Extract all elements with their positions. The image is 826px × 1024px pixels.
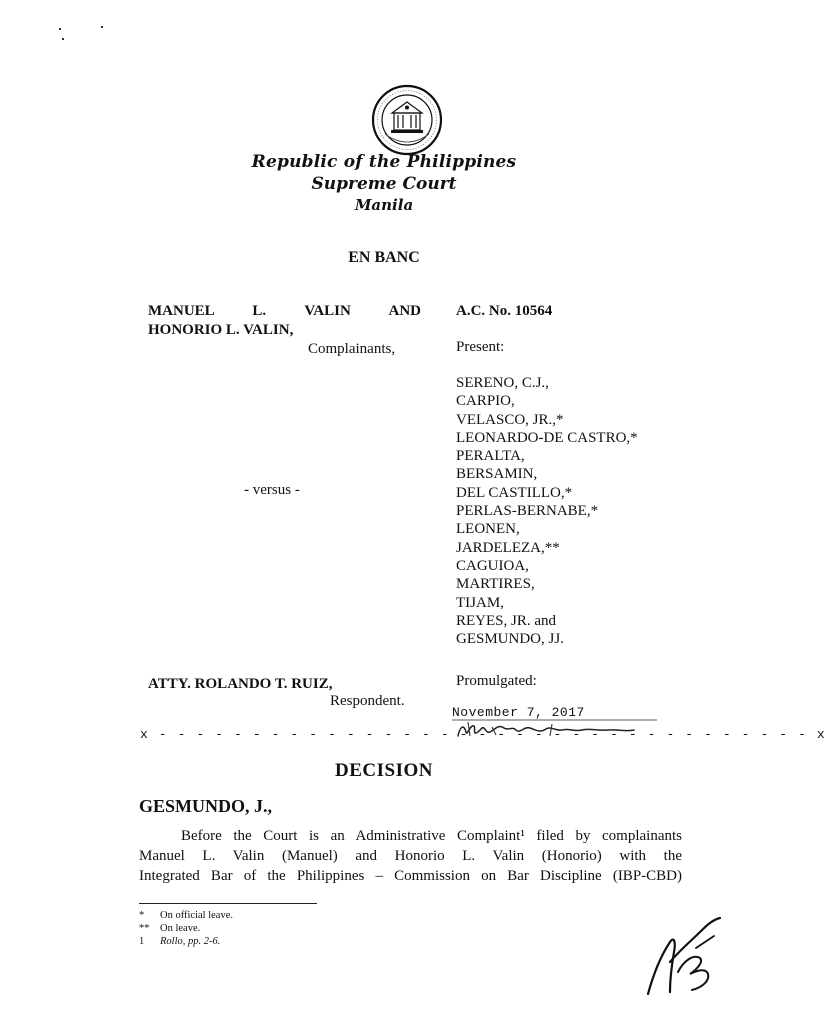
complainants-role: Complainants,: [308, 341, 396, 357]
body-line: Integrated Bar of the Philippines – Commission on Bar Discipline (IBP-CBD): [139, 867, 682, 884]
complainant-word: MANUEL: [148, 303, 214, 319]
complainant-word: L.: [252, 303, 267, 319]
ponente: [139, 796, 272, 817]
footnote-text: On leave.: [160, 923, 201, 934]
footnote: [139, 910, 233, 921]
respondent-name: ATTY. ROLANDO T. RUIZ,: [148, 676, 333, 692]
handwritten-initials: [640, 912, 726, 1002]
footnote-text: Rollo, pp. 2-6.: [160, 936, 221, 947]
justice-name: PERLAS-BERNABE,*: [456, 503, 599, 520]
justice-name: GESMUNDO, JJ.: [456, 631, 564, 648]
body-line: Manuel L. Valin (Manuel) and Honorio L. Valin (Honorio) with the: [139, 847, 682, 864]
clerk-signature: [452, 718, 662, 740]
scan-speck: [59, 28, 61, 30]
complainant-word: AND: [388, 303, 421, 319]
division-title: EN BANC: [348, 249, 420, 266]
promulgated-label: Promulgated:: [456, 673, 537, 689]
header-city: Manila: [354, 196, 414, 214]
justice-name: SERENO, C.J.,: [456, 375, 549, 391]
complainant-word: VALIN: [304, 303, 351, 319]
footnote: [139, 936, 220, 947]
ponente-name: GESMUNDO, J.,: [139, 796, 273, 816]
scan-speck: [62, 38, 64, 40]
case-number: A.C. No. 10564: [456, 303, 553, 319]
footnote-mark: 1: [139, 936, 145, 947]
scan-speck: [101, 26, 103, 28]
footnote-mark: **: [139, 923, 150, 934]
promulgated-date: November 7, 2017: [452, 705, 585, 720]
footnote-mark: *: [139, 910, 145, 921]
justice-name: DEL CASTILLO,*: [456, 484, 573, 501]
complainants-line-2: HONORIO L. VALIN,: [148, 322, 294, 338]
justice-name: TIJAM,: [456, 594, 504, 611]
separator-start: x: [140, 727, 150, 742]
justices-list: [456, 374, 638, 648]
header-court: Supreme Court: [311, 174, 457, 194]
justice-name: JARDELEZA,**: [456, 539, 560, 556]
header-republic: Republic of the Philippines: [251, 152, 517, 172]
separator-end: x: [816, 727, 826, 742]
versus-label: - versus -: [244, 482, 300, 498]
supreme-court-seal-icon: [371, 84, 443, 156]
justice-name: MARTIRES,: [456, 576, 535, 593]
footnote: [139, 923, 200, 934]
justice-name: VELASCO, JR.,*: [456, 411, 564, 428]
separator-line: x - - - - - - - - - - - - - - - - - - - - - - - - - - - - - - - - - - - x: [140, 727, 826, 742]
justice-name: CARPIO,: [456, 393, 515, 410]
body-line: Before the Court is an Administrative Complaint¹ filed by complainants: [181, 828, 682, 844]
decision-title: DECISION: [335, 760, 433, 781]
justice-name: LEONEN,: [456, 521, 520, 538]
footnote-text: On official leave.: [160, 910, 233, 921]
justice-name: CAGUIOA,: [456, 557, 529, 574]
respondent-role: Respondent.: [330, 693, 405, 709]
justice-name: LEONARDO-DE CASTRO,*: [456, 429, 638, 446]
justice-name: PERALTA,: [456, 448, 525, 465]
complainants-line-1: [148, 303, 421, 320]
present-label: Present:: [456, 339, 505, 355]
decision-body: [139, 827, 682, 886]
justice-name: REYES, JR. and: [456, 612, 557, 629]
footnote-divider: [139, 903, 317, 904]
justice-name: BERSAMIN,: [456, 466, 538, 483]
